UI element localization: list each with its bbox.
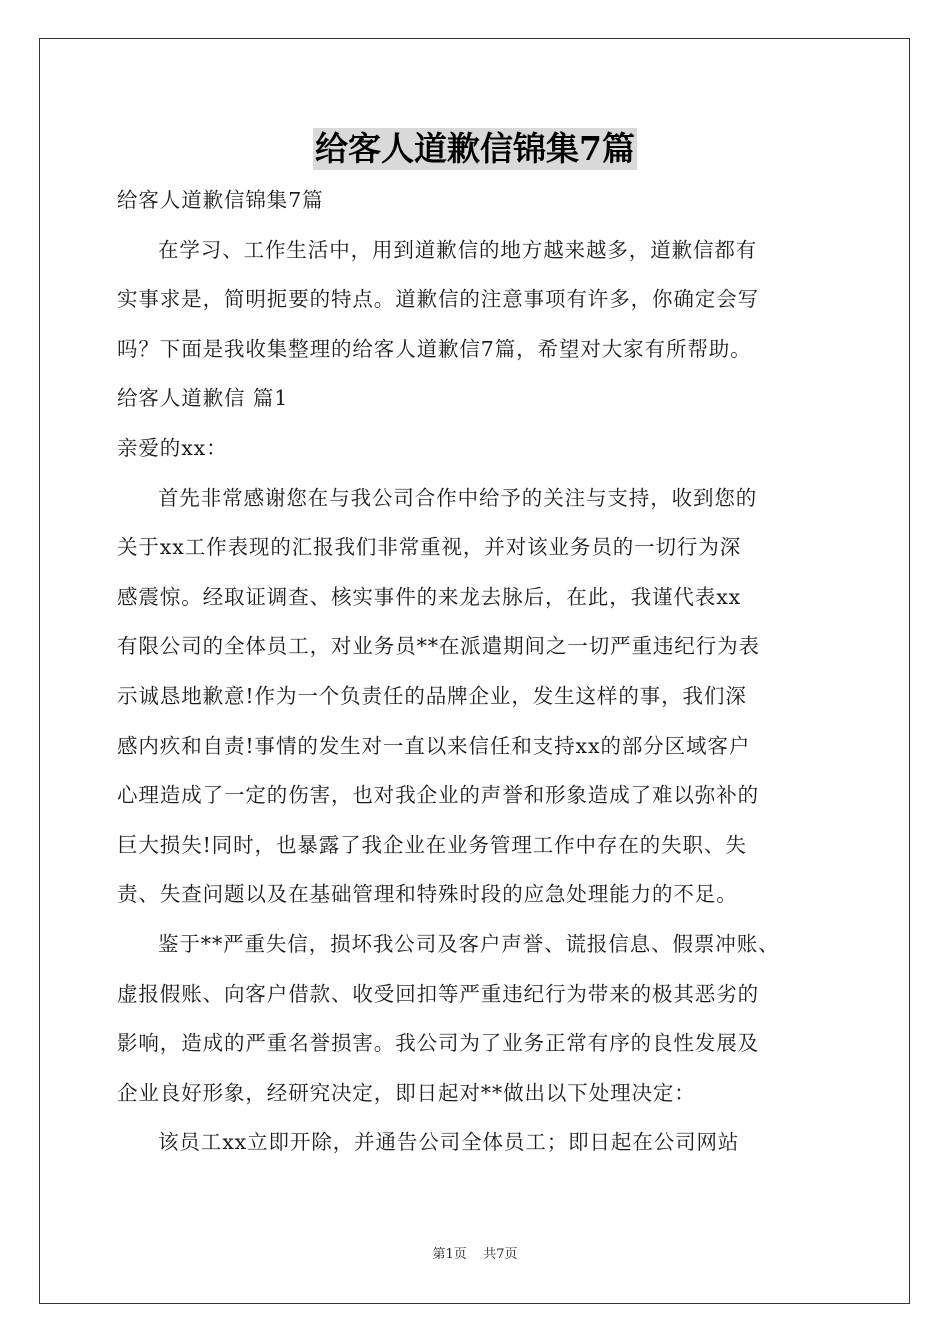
paragraph-line: 巨大损失!同时，也暴露了我企业在业务管理工作中存在的失职、失 bbox=[117, 832, 747, 857]
paragraph-line: 有限公司的全体员工，对业务员**在派遣期间之一切严重违纪行为表 bbox=[117, 634, 760, 659]
paragraph-line: 关于xx工作表现的汇报我们非常重视，并对该业务员的一切行为深 bbox=[117, 535, 742, 560]
page-number: 第1页 bbox=[432, 1247, 467, 1262]
paragraph-line: 感震惊。经取证调查、核实事件的来龙去脉后，在此，我谨代表xx bbox=[117, 584, 742, 609]
paragraph-line: 吗？下面是我收集整理的给客人道歉信7篇，希望对大家有所帮助。 bbox=[117, 336, 752, 361]
paragraph-line: 虚报假账、向客户借款、收受回扣等严重违纪行为带来的极其恶劣的 bbox=[117, 981, 759, 1006]
paragraph-line: 责、失查问题以及在基础管理和特殊时段的应急处理能力的不足。 bbox=[117, 882, 738, 907]
paragraph-line: 鉴于**严重失信，损坏我公司及客户声誉、谎报信息、假票冲账、 bbox=[158, 931, 780, 956]
salutation-line: 亲爱的xx： bbox=[117, 435, 228, 460]
title-container bbox=[0, 128, 950, 170]
page-footer bbox=[0, 1246, 950, 1264]
paragraph-line: 该员工xx立即开除，并通告公司全体员工；即日起在公司网站 bbox=[158, 1130, 740, 1155]
paragraph-line: 首先非常感谢您在与我公司合作中给予的关注与支持，收到您的 bbox=[158, 485, 758, 510]
paragraph-line: 企业良好形象，经研究决定，即日起对**做出以下处理决定： bbox=[117, 1080, 696, 1105]
paragraph-line: 示诚恳地歉意!作为一个负责任的品牌企业，发生这样的事，我们深 bbox=[117, 683, 747, 708]
paragraph-line: 心理造成了一定的伤害，也对我企业的声誉和形象造成了难以弥补的 bbox=[117, 783, 759, 808]
paragraph-line: 影响，造成的严重名誉损害。我公司为了业务正常有序的良性发展及 bbox=[117, 1031, 759, 1056]
section-heading: 给客人道歉信 篇1 bbox=[117, 386, 289, 411]
subtitle-line: 给客人道歉信锦集7篇 bbox=[117, 188, 324, 212]
paragraph-line: 感内疚和自责!事情的发生对一直以来信任和支持xx的部分区域客户 bbox=[117, 733, 751, 758]
paragraph-line: 在学习、工作生活中，用到道歉信的地方越来越多，道歉信都有 bbox=[158, 237, 758, 262]
total-pages: 共7页 bbox=[483, 1247, 518, 1262]
document-title: 给客人道歉信锦集7篇 bbox=[315, 129, 635, 168]
paragraph-line: 实事求是，简明扼要的特点。道歉信的注意事项有许多，你确定会写 bbox=[117, 287, 759, 312]
document-body bbox=[117, 176, 842, 1168]
